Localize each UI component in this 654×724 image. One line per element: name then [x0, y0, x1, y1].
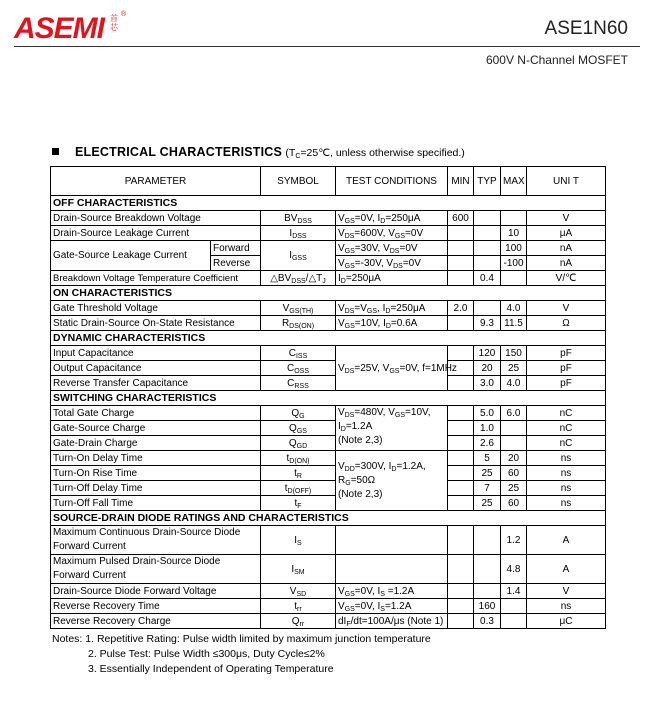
table-row: Reverse Transfer Capacitance $C_{RSS}$ 3.0 4.0 pF: [51, 376, 606, 391]
table-row: Reverse Recovery Time $t_{rr}$ $V_{GS}=0V$, $I_S=1.2A$ 160 ns: [51, 599, 606, 614]
table-row: Input Capacitance $C_{ISS}$ $V_{DS}=25V$, $V_{GS}=0V$, f=1MHz 120 150 pF: [51, 346, 606, 361]
table-header-row: [51, 167, 606, 196]
table-row: Gate-Source Leakage Current Forward $I_{GSS}$ $V_{GS}=30V$, $V_{DS}=0V$ 100 nA: [51, 241, 606, 256]
table-row: Gate-Drain Charge $Q_{GD}$ 2.6 nC: [51, 436, 606, 451]
header-max: MAX: [501, 167, 527, 196]
table-row: Maximum Pulsed Drain-Source Diode Forward Current $I_{SM}$ 4.8 A: [51, 555, 606, 584]
header-symbol: SYMBOL: [261, 167, 336, 196]
table-row: Drain-Source Breakdown Voltage $BV_{DSS}$ $V_{GS}=0V$, $I_D=250\mu A$ 600 V: [51, 211, 606, 226]
table-row: Total Gate Charge $Q_G$ $V_{DS}=480V$, $V_{GS}=10V$, $I_D=1.2A$ (Note 2,3) 5.0 6.0 nC: [51, 406, 606, 421]
section-heading: [52, 145, 465, 159]
note-3: 3. Essentially Independent of Operating Temperature: [88, 663, 334, 675]
group-switching: SWITCHING CHARACTERISTICS: [51, 391, 606, 406]
group-off: OFF CHARACTERISTICS: [51, 196, 606, 211]
header-typ: TYP: [474, 167, 501, 196]
table-row: Turn-Off Delay Time $t_{D(OFF)}$ 7 25 ns: [51, 481, 606, 496]
section-condition: ($T_C=25℃$, unless otherwise specified.): [285, 147, 465, 160]
bullet-square-icon: [52, 148, 59, 155]
table-row: Drain-Source Leakage Current $I_{DSS}$ $V_{DS}=600V$, $V_{GS}=0V$ 10 μA: [51, 226, 606, 241]
header-unit: UNI T: [527, 167, 606, 196]
header-divider: [14, 46, 640, 47]
table-row: Reverse $V_{GS}=-30V$, $V_{DS}=0V$ -100 nA: [51, 256, 606, 271]
table-row: Drain-Source Diode Forward Voltage $V_{SD}$ $V_{GS}=0V$, $I_S =1.2A$ 1.4 V: [51, 584, 606, 599]
table-row: Maximum Continuous Drain-Source Diode Forward Current $I_S$ 1.2 A: [51, 526, 606, 555]
brand-logo: [14, 14, 122, 44]
table-row: Breakdown Voltage Temperature Coefficient $\triangle BV_{DSS}/\triangle T_J$ $I_D=250\mu A$ 0.4 V/℃: [51, 271, 606, 286]
electrical-characteristics-table: [50, 166, 606, 629]
group-on: ON CHARACTERISTICS: [51, 286, 606, 301]
header-parameter: PARAMETER: [51, 167, 261, 196]
table-row: Turn-Off Fall Time $t_F$ 25 60 ns: [51, 496, 606, 511]
group-dynamic: DYNAMIC CHARACTERISTICS: [51, 331, 606, 346]
note-2: 2. Pulse Test: Pulse Width ≤300μs, Duty Cycle≤2%: [88, 648, 325, 660]
registered-mark: ®: [121, 11, 127, 18]
note-1: Notes: 1. Repetitive Rating: Pulse width limited by maximum junction temperature: [52, 633, 431, 645]
table-row: Reverse Recovery Charge $Q_{rr}$ $dI_F/dt=100A/\mu s$ (Note 1) 0.3 μC: [51, 614, 606, 629]
table-row: Turn-On Rise Time $t_R$ 25 60 ns: [51, 466, 606, 481]
header-min: MIN: [448, 167, 474, 196]
table-row: Static Drain-Source On-State Resistance $R_{DS(ON)}$ $V_{GS}=10V$, $I_D=0.6A$ 9.3 11.5 Ω: [51, 316, 606, 331]
table-row: Output Capacitance $C_{OSS}$ 20 25 pF: [51, 361, 606, 376]
part-number: ASE1N60: [544, 18, 628, 39]
section-title: ELECTRICAL CHARACTERISTICS: [75, 145, 283, 159]
table-row: Gate Threshold Voltage $V_{GS(TH)}$ $V_{DS}=V_{GS}$, $I_D=250\mu A$ 2.0 4.0 V: [51, 301, 606, 316]
footnotes: [52, 632, 431, 677]
brand-logo-text: ASEMI: [14, 12, 105, 45]
header-test-conditions: TEST CONDITIONS: [336, 167, 448, 196]
group-diode: SOURCE-DRAIN DIODE RATINGS AND CHARACTERISTICS: [51, 511, 606, 526]
table-row: Turn-On Delay Time $t_{D(ON)}$ $V_{DD}=300V$, $I_D=1.2A$, $R_G=50\Omega$ (Note 2,3) 5 20 ns: [51, 451, 606, 466]
device-subtitle: 600V N-Channel MOSFET: [485, 53, 628, 67]
brand-logo-chinese: 首芯: [110, 14, 118, 32]
table-row: Gate-Source Charge $Q_{GS}$ 1.0 nC: [51, 421, 606, 436]
